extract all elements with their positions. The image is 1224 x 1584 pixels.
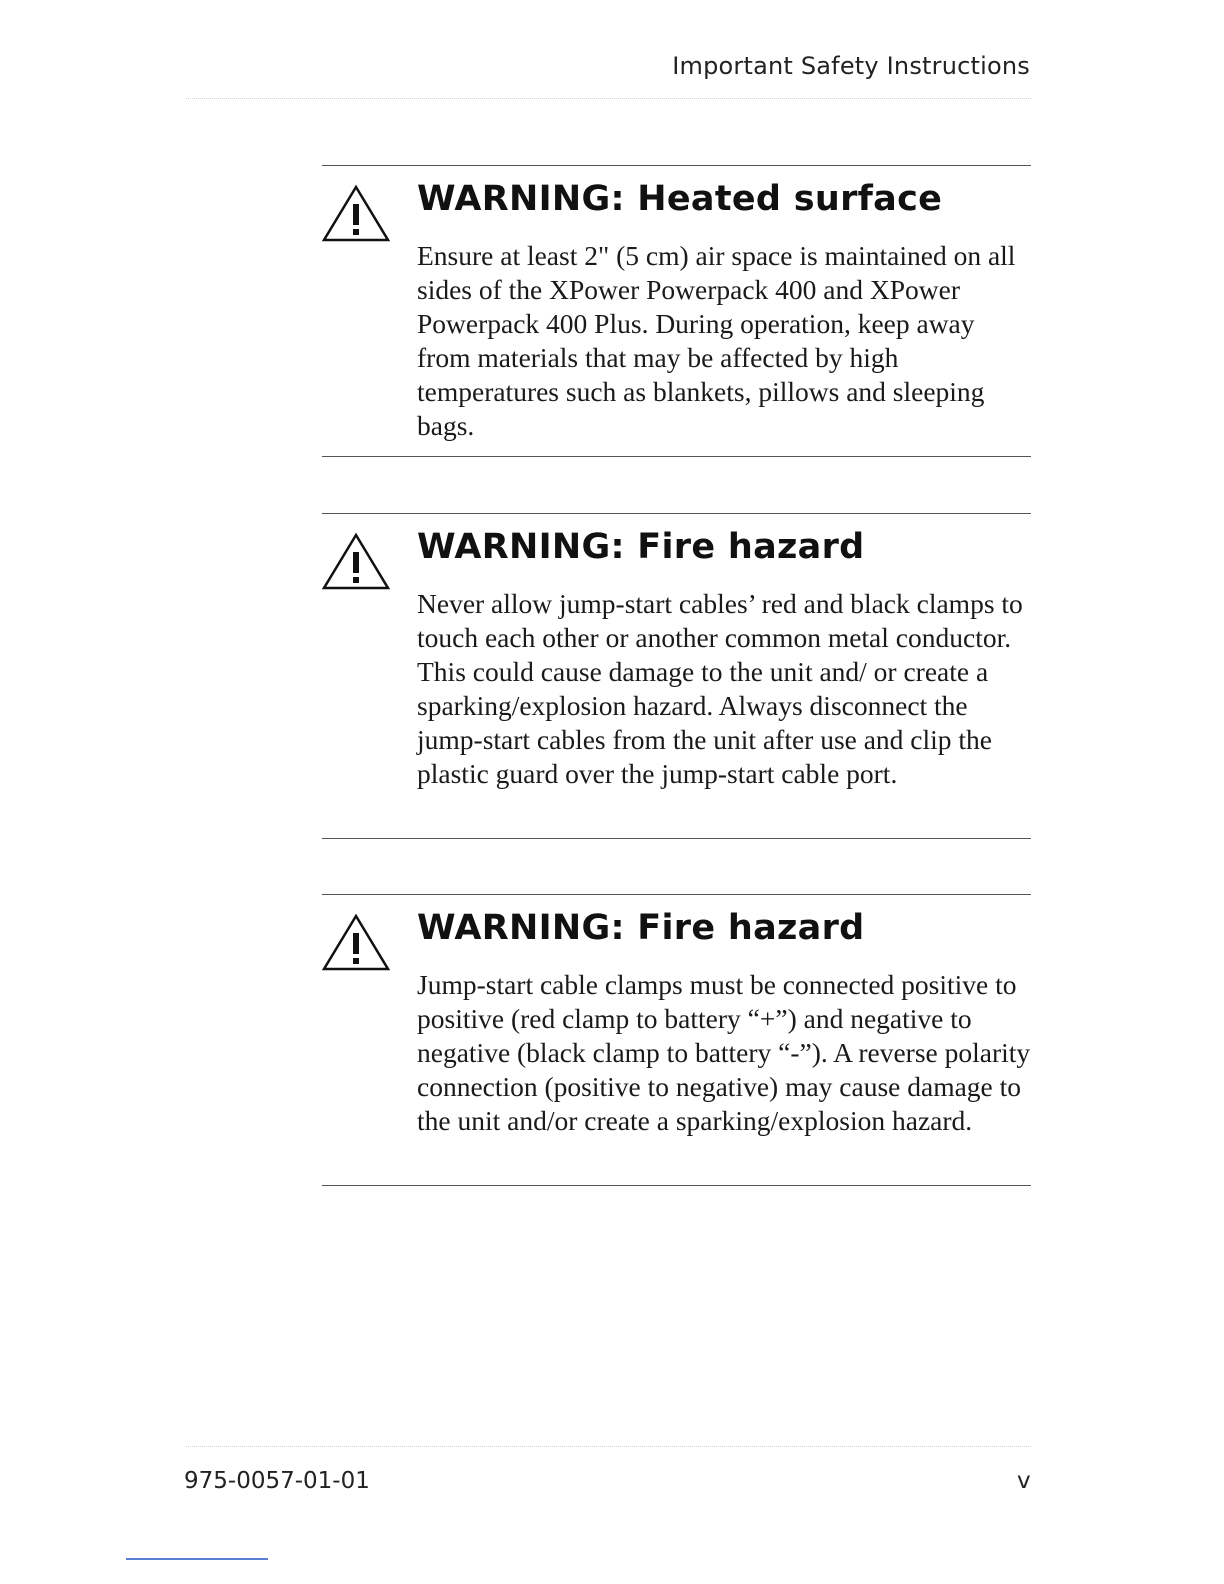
top-rule	[322, 894, 1031, 895]
warning-title: WARNING: Heated surface	[417, 179, 943, 219]
document-number: 975-0057-01-01	[184, 1468, 370, 1494]
bottom-rule	[322, 838, 1031, 839]
warning-body: Ensure at least 2" (5 cm) air space is maintained on all sides of the XPower Powerpack 400 and XPower Powerpack 400 Plus. During operation, keep away from materials that may be affected by high temperatures such as blankets, pillows and sleeping bags.	[417, 240, 1016, 441]
top-rule	[322, 165, 1031, 166]
warning-body: Jump-start cable clamps must be connected positive to positive (red clamp to battery “+”) and negative to negative (black clamp to battery “-”). A reverse polarity connection (positive to negative) may cause damage to the unit and/or create a sparking/explosion hazard.	[417, 969, 1031, 1136]
warning-block-heated-surface	[322, 165, 1031, 465]
page-number: v	[1017, 1468, 1031, 1494]
warning-block-fire-hazard-polarity	[322, 894, 1031, 1194]
scan-mark	[126, 1558, 268, 1560]
footer-dotted-rule	[186, 1446, 1031, 1447]
running-header: Important Safety Instructions	[672, 52, 1030, 80]
top-rule	[322, 513, 1031, 514]
warning-triangle-icon	[322, 912, 390, 972]
warning-title: WARNING: Fire hazard	[417, 908, 865, 948]
warning-triangle-icon	[322, 531, 390, 591]
warning-triangle-icon	[322, 183, 390, 243]
header-dotted-rule	[186, 98, 1031, 99]
bottom-rule	[322, 456, 1031, 457]
bottom-rule	[322, 1185, 1031, 1186]
warning-body: Never allow jump-start cables’ red and black clamps to touch each other or another common metal conductor. This could cause damage to the unit and/ or create a sparking/explosion hazard. Always disconnect the jump-start cables from the unit after use and clip the plastic guard over the jump-start cable port.	[417, 588, 1023, 789]
warning-block-fire-hazard-clamps	[322, 513, 1031, 848]
warning-title: WARNING: Fire hazard	[417, 527, 865, 567]
